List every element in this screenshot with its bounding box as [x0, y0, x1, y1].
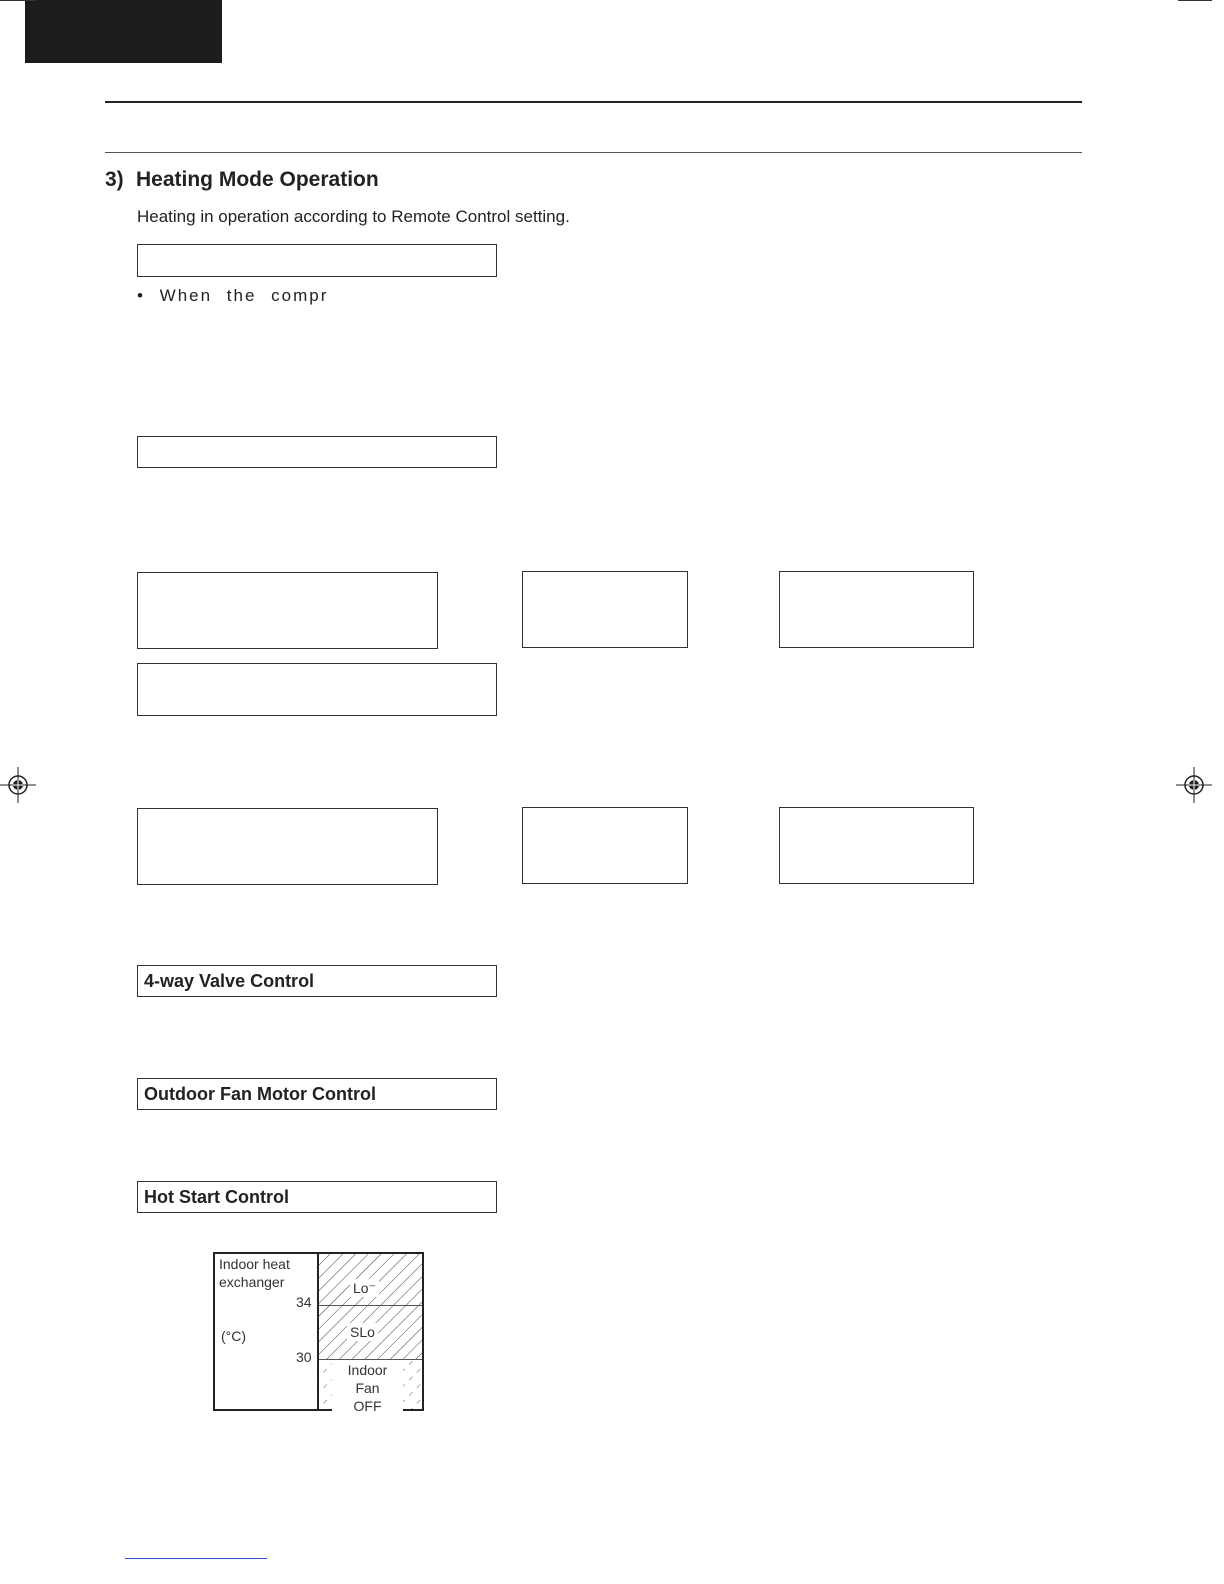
flow-box-row2-c: [779, 807, 974, 884]
section-title-text: Heating Mode Operation: [136, 168, 379, 191]
bullet-text: • When the compr: [137, 286, 329, 305]
empty-heading-box-3: [137, 663, 497, 716]
footer-link-underline: [125, 1558, 267, 1559]
unit-label: (°C): [221, 1328, 247, 1344]
hot-start-control-heading: Hot Start Control: [137, 1181, 497, 1213]
crop-mark-top-left: [0, 0, 36, 1]
tick-label-30: 30: [296, 1349, 312, 1365]
axis-label-line2: exchanger: [219, 1274, 285, 1290]
crop-mark-top-right: [1178, 0, 1212, 1]
valve-control-heading: 4-way Valve Control: [137, 965, 497, 997]
header-rule-thin: [105, 152, 1082, 153]
registration-mark-left-icon: [0, 767, 36, 803]
zone-label-off-line1: Indoor Fan: [347, 1362, 388, 1396]
zone-label-slo: SLo: [347, 1323, 378, 1341]
flow-box-row1-a: [137, 572, 438, 649]
header-black-tab: [25, 0, 222, 63]
zone-label-indoor-fan-off: [332, 1361, 403, 1415]
zone-label-off-line2: OFF: [353, 1398, 382, 1414]
section-number: 3): [105, 168, 124, 191]
section-title: [105, 168, 379, 192]
flow-box-row2-a: [137, 808, 438, 885]
hot-start-chart: [213, 1252, 424, 1414]
registration-mark-right-icon: [1176, 767, 1212, 803]
flow-box-row1-b: [522, 571, 688, 648]
tick-label-34: 34: [296, 1294, 312, 1310]
section-intro: Heating in operation according to Remote Control setting.: [137, 207, 570, 226]
header-rule-thick: [105, 101, 1082, 103]
zone-label-lo: Lo⁻: [350, 1279, 379, 1297]
outdoor-fan-control-heading: Outdoor Fan Motor Control: [137, 1078, 497, 1110]
flow-box-row2-b: [522, 807, 688, 884]
empty-heading-box-2: [137, 436, 497, 468]
empty-heading-box-1: [137, 244, 497, 277]
axis-label-line1: Indoor heat: [219, 1256, 290, 1272]
flow-box-row1-c: [779, 571, 974, 648]
